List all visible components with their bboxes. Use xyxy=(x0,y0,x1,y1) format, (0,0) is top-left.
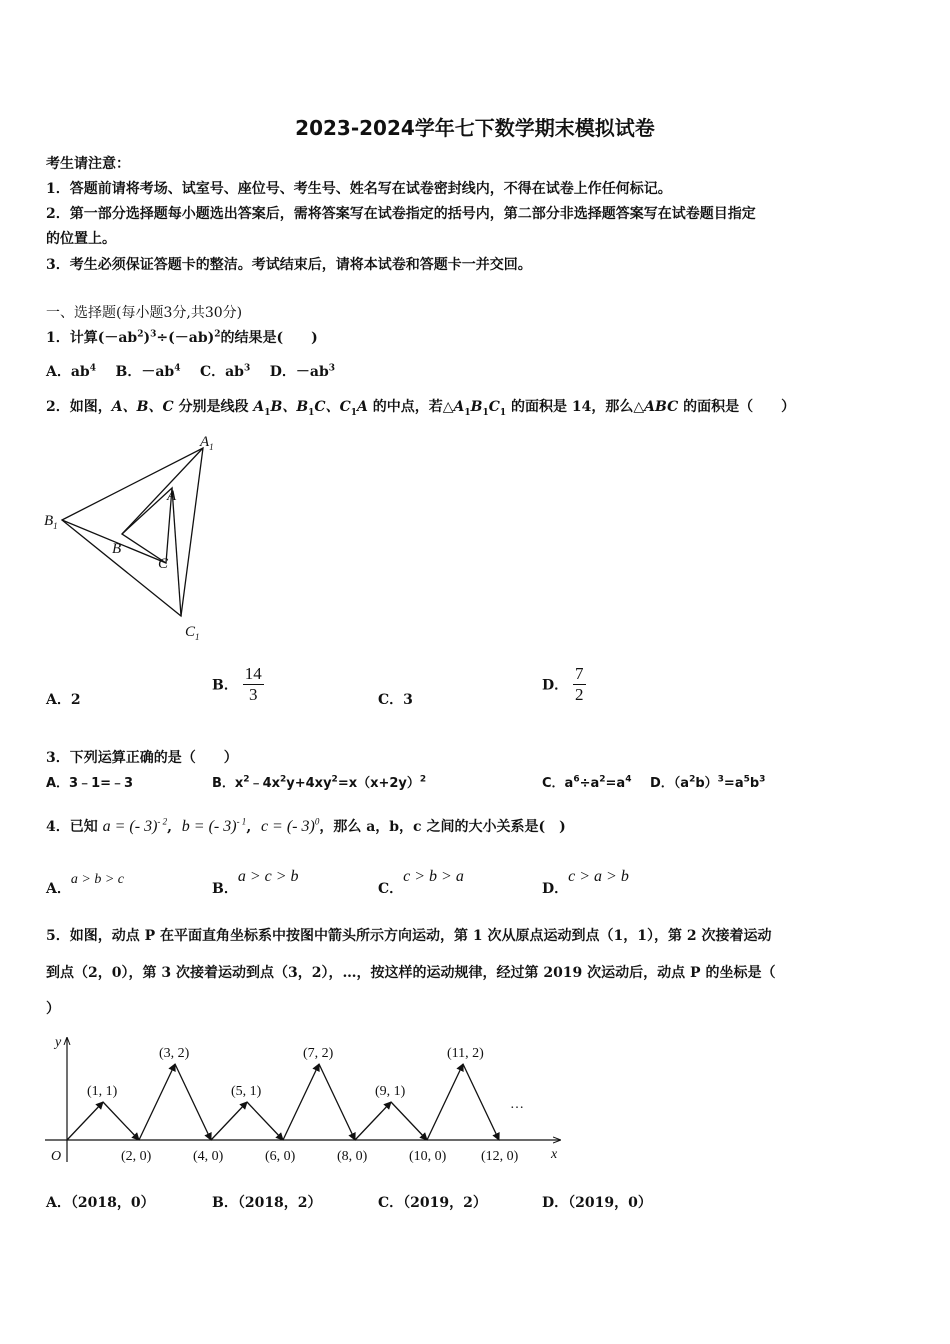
notice-heading: 考生请注意： xyxy=(46,156,130,172)
option-c[interactable]: C．$a^6\div a^2=a^4$ xyxy=(542,774,632,791)
notice-item-2: 2．第一部分选择题每小题选出答案后，需将答案写在试卷指定的括号内，第二部分非选择题答案写在试卷题目指定 xyxy=(46,206,756,222)
point-label-bottom-4: (8, 0) xyxy=(337,1149,368,1164)
point-label-bottom-1: (2, 0) xyxy=(121,1149,152,1164)
question-2-stem: 2．如图，A、B、C 分别是线段 $A_1B$、$B_1C$、$C_1A$ 的中点，若$\triangle A_1B_1C_1$ 的面积是 14，那么△ABC 的面积是（ ） xyxy=(46,399,796,418)
point-label-bottom-3: (6, 0) xyxy=(265,1149,296,1164)
point-label-top-2: (3, 2) xyxy=(159,1046,190,1061)
expr-b: b = (- 3)$^{- 1}$ xyxy=(181,816,247,835)
option-a[interactable]: A．$ab^4$ xyxy=(46,363,96,380)
question-5-line-1: 5．如图，动点 P 在平面直角坐标系中按图中箭头所示方向运动，第 1 次从原点运动到点（1，1），第 2 次接着运动 xyxy=(46,928,772,944)
point-label-top-3: (5, 1) xyxy=(231,1084,262,1099)
option-a[interactable]: A．3﹣1=﹣3 xyxy=(46,776,134,791)
path-segment-6 xyxy=(247,1102,283,1140)
option-a[interactable]: A．2 xyxy=(46,692,81,708)
section-heading: 一、选择题(每小题3分,共30分) xyxy=(46,305,243,321)
path-segment-10 xyxy=(391,1102,427,1140)
motion-path xyxy=(67,1064,499,1140)
question-3-stem: 3．下列运算正确的是（ ） xyxy=(46,750,238,766)
point-label-top-6: (11, 2) xyxy=(447,1046,484,1061)
label-b1: $B_1$ xyxy=(44,513,58,531)
point-label-top-4: (7, 2) xyxy=(303,1046,334,1061)
point-label-top-1: (1, 1) xyxy=(87,1084,118,1099)
option-b[interactable]: B．a > c > b xyxy=(212,868,299,897)
question-5-line-2: 到点（2，0），第 3 次接着运动到点（3，2），…，按这样的运动规律，经过第 2019 次运动后，动点 P 的坐标是（ xyxy=(46,965,776,981)
fraction-14-3: $\frac{14}{3}$ xyxy=(244,664,262,704)
ellipsis: … xyxy=(510,1097,524,1112)
fraction-7-2: $\frac{7}{2}$ xyxy=(575,664,584,704)
option-d[interactable]: D． $\frac{7}{2}$ xyxy=(542,664,584,704)
label-c: C xyxy=(158,556,169,572)
path-segment-5 xyxy=(211,1102,247,1140)
path-segment-1 xyxy=(67,1102,103,1140)
triangle-figure xyxy=(40,430,240,645)
option-c[interactable]: C．（2019，2） xyxy=(378,1195,487,1211)
option-d[interactable]: D．（2019，0） xyxy=(542,1195,652,1211)
question-5-line-3: ） xyxy=(46,1001,60,1017)
path-segment-12 xyxy=(463,1064,499,1140)
label-a1: $A_1$ xyxy=(200,434,214,452)
path-segment-2 xyxy=(103,1102,139,1140)
option-d[interactable]: D．$(a^2b)^3=a^5b^3$ xyxy=(650,774,766,791)
notice-item-2-cont: 的位置上。 xyxy=(46,231,116,247)
point-label-bottom-5: (10, 0) xyxy=(409,1149,447,1164)
y-axis-label: y xyxy=(55,1035,62,1050)
notice-item-1: 1．答题前请将考场、试室号、座位号、考生号、姓名写在试卷密封线内，不得在试卷上作任何标记。 xyxy=(46,181,672,197)
origin-label: O xyxy=(51,1149,62,1164)
question-1-options xyxy=(46,361,335,381)
x-axis-label: x xyxy=(551,1147,558,1162)
page-title: 2023-2024学年七下数学期末模拟试卷 xyxy=(295,116,655,140)
option-c[interactable]: C．c > b > a xyxy=(378,868,464,897)
option-c[interactable]: C．$ab^3$ xyxy=(199,363,251,380)
option-c[interactable]: C．3 xyxy=(378,692,413,708)
option-b[interactable]: B．$-ab^4$ xyxy=(115,363,181,380)
label-a: A xyxy=(167,488,177,504)
path-segment-3 xyxy=(139,1064,175,1140)
point-label-bottom-2: (4, 0) xyxy=(193,1149,224,1164)
expr-c: c = (- 3)$^0$ xyxy=(260,816,320,835)
path-segment-4 xyxy=(175,1064,211,1140)
option-a[interactable]: A．a > b > c xyxy=(46,872,124,897)
path-segment-9 xyxy=(355,1102,391,1140)
option-b[interactable]: B． $\frac{14}{3}$ xyxy=(212,664,262,704)
option-b[interactable]: B．$x^2﹣4x^2y+4xy^2=x(x+2y)^2$ xyxy=(212,774,427,791)
label-b: B xyxy=(112,541,122,557)
option-d[interactable]: D．$-ab^3$ xyxy=(269,363,336,380)
notice-item-3: 3．考生必须保证答题卡的整洁。考试结束后，请将本试卷和答题卡一并交回。 xyxy=(46,257,532,273)
point-label-top-5: (9, 1) xyxy=(375,1084,406,1099)
expr-a: a = (- 3)$^{- 2}$ xyxy=(102,816,168,835)
label-c1: $C_1$ xyxy=(185,624,200,642)
path-segment-7 xyxy=(283,1064,319,1140)
path-segment-11 xyxy=(427,1064,463,1140)
option-b[interactable]: B．（2018，2） xyxy=(212,1195,322,1211)
question-4-stem: 4．已知 a = (- 3)$^{- 2}$, b = (- 3)$^{- 1}$, c = (- 3)$^0$，那么 a，b，c 之间的大小关系是( ) xyxy=(46,816,566,835)
option-a[interactable]: A．（2018，0） xyxy=(46,1195,155,1211)
path-segment-8 xyxy=(319,1064,355,1140)
option-d[interactable]: D．c > a > b xyxy=(542,868,629,897)
point-label-bottom-6: (12, 0) xyxy=(481,1149,519,1164)
coordinate-figure xyxy=(40,1032,580,1172)
question-1-stem: 1．计算$(-ab^2)^3\div(-ab)^2$的结果是( ) xyxy=(46,329,318,346)
